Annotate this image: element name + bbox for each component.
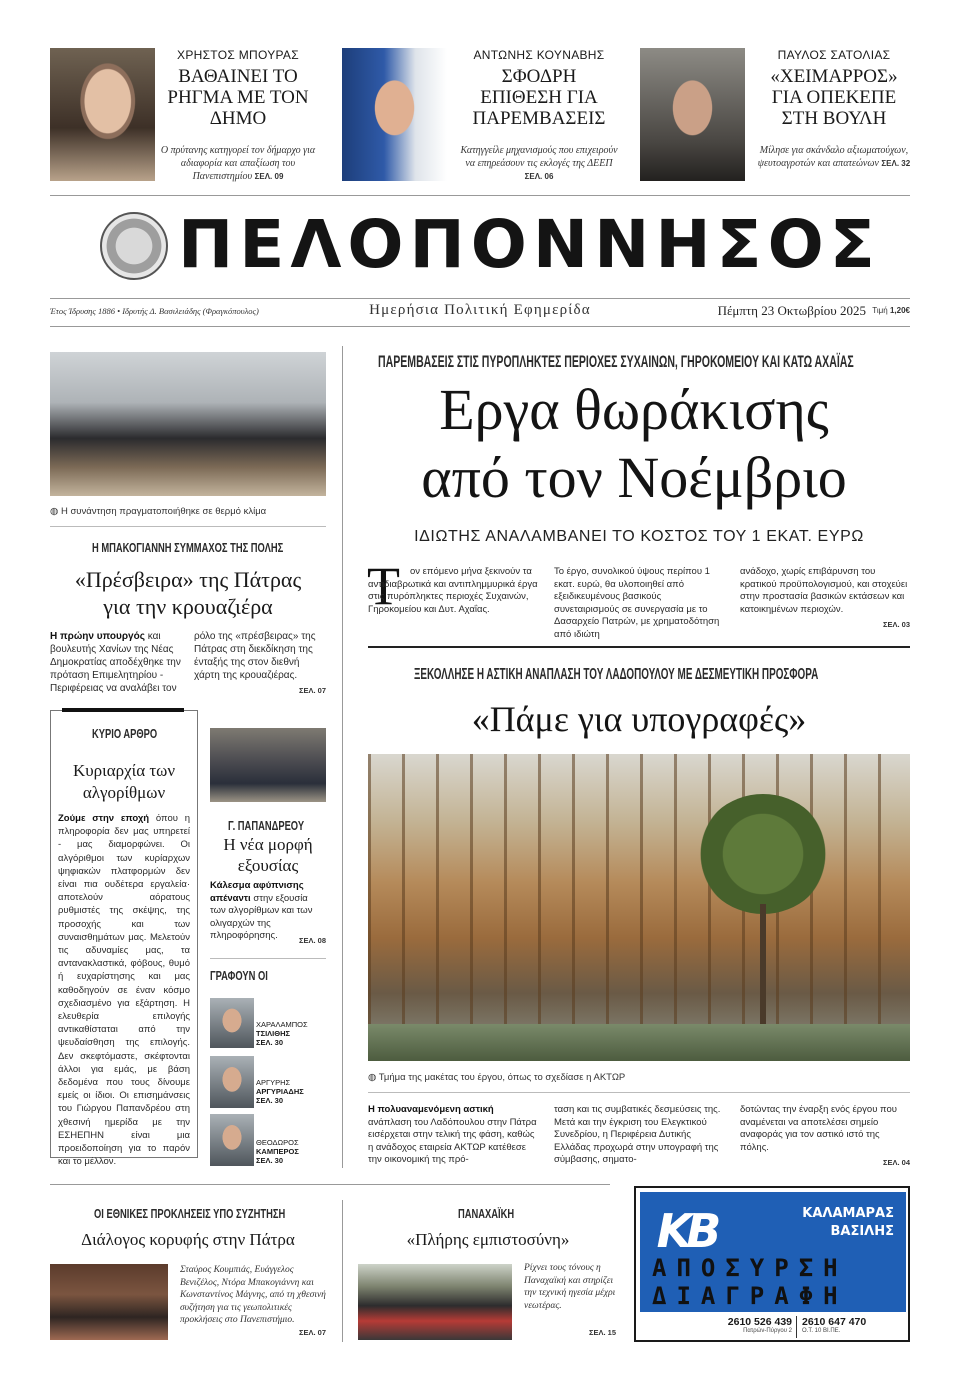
teaser-photo-kounavis [342, 48, 447, 181]
advertisement[interactable] [634, 1186, 910, 1342]
ground-plants [368, 1024, 910, 1061]
masthead-title[interactable]: ΠΕΛΟΠΟΝΝΗΣΟΣ [178, 206, 881, 283]
issue-date: Πέμπτη 23 Οκτωβρίου 2025 [717, 303, 866, 318]
ad-name-line1: ΚΑΛΑΜΑΡΑΣ [802, 1206, 894, 1221]
divider [368, 1092, 910, 1093]
writers-label: ΓΡΑΦΟΥΝ ΟΙ [210, 968, 268, 983]
lead-dropcap: Τ [367, 556, 400, 616]
national-photo [50, 1264, 168, 1340]
teaser-headline[interactable]: ΣΦΟΔΡΗ ΕΠΙΘΕΣΗ ΓΙΑ ΠΑΡΕΜΒΑΣΕΙΣ [472, 66, 606, 129]
editorial-title[interactable]: Κυριαρχία των αλγορίθμων [72, 761, 176, 802]
ladopoulou-col2: ταση και τις συμβατικές δεσμεύσεις της. Μετά και την έγκριση του Ελεγκτικού Συνεδρίου, η Περιφέρεια Δυτικής Ελλάδας προχωρά στην υπογραφή της σύμβασης, σηματο- [554, 1104, 721, 1165]
ladopoulou-kicker-wrap [368, 666, 910, 684]
column-divider [342, 1200, 343, 1342]
ad-blue-panel [640, 1192, 906, 1312]
camera-icon: ◍ [368, 1072, 377, 1083]
tree-trunk [760, 904, 766, 1024]
teaser-photo-bouras [50, 48, 155, 181]
tree-shape [698, 794, 828, 914]
papandreou-photo [210, 728, 326, 802]
panachaiki-photo [358, 1264, 512, 1340]
column-divider [342, 346, 343, 1168]
divider [50, 326, 910, 327]
teaser-headline[interactable]: ΒΑΘΑΙΝΕΙ ΤΟ ΡΗΓΜΑ ΜΕ ΤΟΝ ΔΗΜΟ [167, 66, 309, 129]
teaser-name: ΧΡΗΣΤΟΣ ΜΠΟΥΡΑΣ [177, 48, 299, 62]
divider [50, 1184, 610, 1185]
lead-kicker-wrap [368, 352, 910, 372]
ad-line2: ΔΙΑΓΡΑΦΗ [652, 1282, 848, 1310]
ad-contact1: 2610 526 439 Πατρών-Πύργου 2 [727, 1316, 792, 1334]
national-kicker: ΟΙ ΕΘΝΙΚΕΣ ΠΡΟΚΛΗΣΕΙΣ ΥΠΟ ΣΥΖΗΤΗΣΗ [94, 1206, 286, 1221]
teaser-sub: Ο πρύτανης κατηγορεί τον δήμαρχο για αδιαφορία και απαξίωση του Πανεπιστημίου ΣΕΛ. 09 [160, 145, 316, 182]
divider [50, 298, 910, 299]
writer-photo [210, 1056, 254, 1108]
ladopoulou-kicker: ΞΕΚΟΛΛΗΣΕ Η ΑΣΤΙΚΗ ΑΝΑΠΛΑΣΗ ΤΟΥ ΛΑΔΟΠΟΥΛΟΥ ΜΕ ΔΕΣΜΕΥΤΙΚΗ ΠΡΟΣΦΟΡΑ [414, 666, 819, 683]
papandreou-title[interactable]: Η νέα μορφή εξουσίας [223, 835, 313, 875]
papandreou-kicker: Γ. ΠΑΠΑΝΔΡΕΟΥ [228, 818, 305, 833]
lead-col2: Το έργο, συνολικού ύψους περίπου 1 εκατ. ευρώ, θα υλοποιηθεί από εξειδικευμένους βασικούς συνεταιρισμούς σε συνεργασία με το Δασαρχείο Πατρών, με χρηματοδότηση από ιδιώτη [554, 566, 720, 640]
tagline: Ημερήσια Πολιτική Εφημερίδα [369, 302, 591, 318]
teaser-photo-satolias [640, 48, 745, 181]
ad-logo: KB [656, 1204, 716, 1258]
national-text: Σταύρος Κουμπιάς, Ευάγγελος Βενιζέλος, Ντόρα Μπακογιάννη και Κωνσταντίνος Μάγνης, από τη χθεσινή συζήτηση για τις γεωπολιτικές προκλήσεις στο Πανεπιστήμιο. [180, 1265, 326, 1325]
lead-title[interactable]: Εργα θωράκισης από τον Νοέμβριο [421, 377, 847, 510]
panachaiki-text: Ρίχνει τους τόνους η Παναχαϊκή και στηρίζει την τεχνική ηγεσία μέχρι νεωτέρας. [524, 1263, 616, 1311]
editorial-label-wrap [50, 726, 198, 741]
ladopoulou-page: ΣΕΛ. 04 [882, 1158, 910, 1167]
divider [50, 526, 326, 527]
meeting-photo [50, 352, 326, 496]
lead-col1: ον επόμενο μήνα ξεκινούν τα αντιδιαβρωτικά και αντιπλημμυρικά έργα στις πυρόπληκτες περιοχές Συχαινών, Γηροκομείου και Δυτ. Αχαΐας. [368, 566, 538, 615]
meeting-photo-caption: ◍ Η συνάντηση πραγματοποιήθηκε σε θερμό κλίμα [50, 506, 267, 517]
divider [368, 646, 910, 648]
ambassador-kicker-wrap [50, 540, 326, 555]
ambassador-page: ΣΕΛ. 07 [298, 686, 326, 695]
panachaiki-page: ΣΕΛ. 15 [588, 1328, 616, 1337]
teaser-headline[interactable]: «ΧΕΙΜΑΡΡΟΣ» ΓΙΑ ΟΠΕΚΕΠΕ ΣΤΗ ΒΟΥΛΗ [770, 66, 898, 129]
papandreou-kicker-wrap [210, 818, 326, 833]
teaser-name: ΠΑΥΛΟΣ ΣΑΤΟΛΙΑΣ [777, 48, 891, 62]
lead-subtitle: ΙΔΙΩΤΗΣ ΑΝΑΛΑΜΒΑΝΕΙ ΤΟ ΚΟΣΤΟΣ ΤΟΥ 1 ΕΚΑΤ. ΕΥΡΩ [414, 528, 864, 545]
price: Τιμή 1,20€ [872, 306, 910, 315]
founded-line: Έτος Ίδρυσης 1886 • Ιδρυτής Δ. Βασιλειάδης (Φραγκόπουλος) [50, 306, 259, 316]
ad-contact2: 2610 647 470 Ο.Τ. 10 ΒΙ.ΠΕ. [802, 1316, 867, 1334]
teaser-name: ΑΝΤΩΝΗΣ ΚΟΥΝΑΒΗΣ [473, 48, 605, 62]
national-title[interactable]: Διάλογος κορυφής στην Πάτρα [81, 1230, 295, 1249]
divider [210, 958, 326, 959]
ad-name-line2: ΒΑΣΙΛΗΣ [830, 1224, 894, 1239]
ladopoulou-col1: Η πολυαναμενόμενη αστική ανάπλαση του Λαδόπουλου στην Πάτρα εισέρχεται στην τελική της φάση, καθώς η ανάδοχος εταιρεία ΑΚΤΩΡ κατέθεσε την οικονομική της πρό- [368, 1104, 537, 1165]
ad-contact-divider [796, 1316, 797, 1338]
ambassador-col2: ρόλο της «πρέσβειρας» της Πάτρας στη διεκδίκηση της ένταξής της στον διεθνή χάρτη της κρουαζιέρας. [194, 631, 316, 681]
writers-label-wrap [210, 968, 326, 983]
editorial-topbar [62, 708, 184, 712]
teaser-sub: Κατηγγείλε μηχανισμούς που επιχειρούν να επηρεάσουν τις εκλογές της ΔΕΕΠ ΣΕΛ. 06 [460, 145, 618, 181]
panachaiki-kicker-wrap [358, 1206, 618, 1221]
editorial-text: Ζούμε στην εποχή όπου η πληροφορία δεν μας υπηρετεί - μας διαμορφώνει. Οι αλγόριθμοι των κυρίαρχων ψηφιακών πλατφορμών δεν είναι πια ουδέτερα εργαλεία· αποτελούν αόρατους ρυθμιστές της σκέψης, της προσοχής και των συναισθημάτων μας. Μελετούν τις αδυναμίες μας, τα αντανακλαστικά, φόβους, θυμό ή ευχαρίστησης και μας καθοδηγούν σε έναν κόσμο σχεδιασμένο για εξάρτηση. Η ελευθερία επιλογής αντικαθίσταται από την ψευδαίσθηση της επιλογής. Δεν σκεφτόμαστε, σκέφτονται άλλοι για εμάς, με βάση δεδομένα που τους δίνουμε εμείς οι ίδιοι. Οι επισημάνσεις του Γιώργου Παπανδρέου στη χθεσινή ημερίδα με την ΕΣΗΕΠΗΝ είναι μια προειδοποίηση για το παρόν και το μέλλον. [58, 813, 190, 1168]
lead-col3: ανάδοχο, χωρίς επιβάρυνση του κρατικού προϋπολογισμού, και στοχεύει στην προστασία βασικών εκτάσεων και κατοικημένων περιοχών. [740, 566, 908, 615]
writer-entry[interactable]: ΑΡΓΥΡΗΣ ΑΡΓΥΡΙΑΔΗΣ ΣΕΛ. 30 [256, 1078, 304, 1105]
ladopoulou-caption: ◍ Τμήμα της μακέτας του έργου, όπως το σχεδίασε η ΑΚΤΩΡ [368, 1072, 626, 1083]
national-kicker-wrap [50, 1206, 326, 1221]
papandreou-page: ΣΕΛ. 08 [298, 936, 326, 945]
panachaiki-kicker: ΠΑΝΑΧΑΪΚΗ [458, 1206, 515, 1221]
papandreou-text: Κάλεσμα αφύπνισης απέναντι στην εξουσία των αλγορίθμων και των ολιγαρχών της πληροφόρησης. [210, 880, 313, 941]
writer-photo [210, 998, 254, 1048]
editorial-label: ΚΥΡΙΟ ΑΡΘΡΟ [92, 726, 158, 741]
ambassador-title[interactable]: «Πρέσβειρα» της Πάτρας για την κρουαζιέρα [74, 567, 302, 619]
camera-icon: ◍ [50, 506, 59, 517]
writer-photo [210, 1114, 254, 1166]
divider [50, 195, 910, 196]
teaser-sub: Μίλησε για σκάνδαλο αξιωματούχων, ψευτοαγροτών και απατεώνων ΣΕΛ. 32 [757, 145, 911, 169]
writer-entry[interactable]: ΧΑΡΑΛΑΜΠΟΣ ΤΣΙΛΙΘΗΣ ΣΕΛ. 30 [256, 1020, 308, 1047]
ladopoulou-col3: δοτώντας την έναρξη ενός έργου που αναμένεται να αποτελέσει σημείο αναφοράς για τον αστικό ιστό της πόλης. [740, 1104, 897, 1153]
ambassador-kicker: Η ΜΠΑΚΟΓΙΑΝΝΗ ΣΥΜΜΑΧΟΣ ΤΗΣ ΠΟΛΗΣ [92, 540, 284, 555]
national-page: ΣΕΛ. 07 [298, 1328, 326, 1337]
writer-entry[interactable]: ΘΕΟΔΩΡΟΣ ΚΑΜΠΕΡΟΣ ΣΕΛ. 30 [256, 1138, 299, 1165]
lead-page: ΣΕΛ. 03 [882, 620, 910, 629]
ladopoulou-photo [368, 754, 910, 1061]
ladopoulou-title[interactable]: «Πάμε για υπογραφές» [471, 699, 807, 739]
ambassador-col1: Η πρώην υπουργός και βουλευτής Χανίων της Νέας Δημοκρατίας αποδέχθηκε την πρόταση Επιμελητηρίου - Περιφέρειας να αναλάβει τον [50, 631, 181, 694]
ad-line1: ΑΠΟΣΥΡΣΗ [652, 1254, 848, 1282]
masthead-logo-seal [100, 212, 168, 280]
panachaiki-title[interactable]: «Πλήρης εμπιστοσύνη» [406, 1230, 570, 1249]
lead-kicker: ΠΑΡΕΜΒΑΣΕΙΣ ΣΤΙΣ ΠΥΡΟΠΛΗΚΤΕΣ ΠΕΡΙΟΧΕΣ ΣΥΧΑΙΝΩΝ, ΓΗΡΟΚΟΜΕΙΟΥ ΚΑΙ ΚΑΤΩ ΑΧΑΪΑΣ [378, 352, 854, 371]
